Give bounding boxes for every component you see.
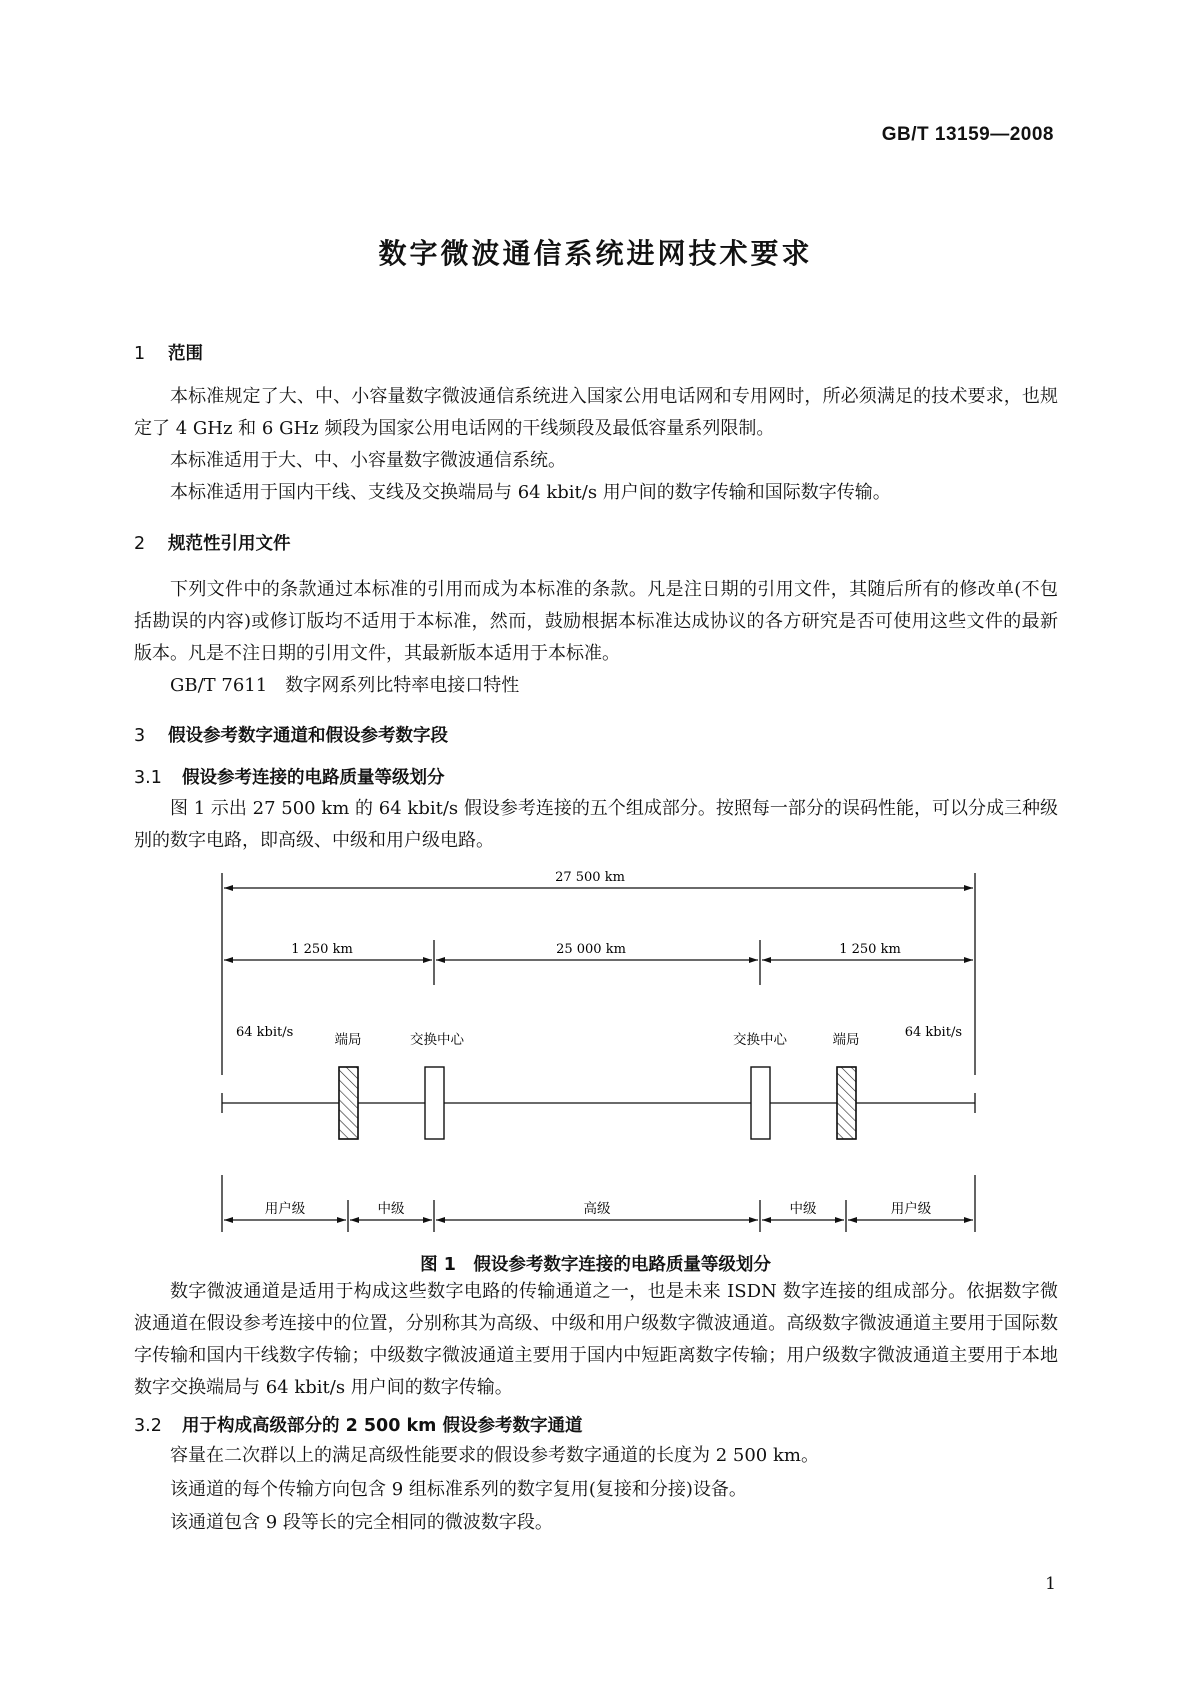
section-3-2-paragraph-3: 该通道包含 9 段等长的完全相同的微波数字段。 [170, 1512, 553, 1533]
node-label-switching-center-left: 交换中心 [410, 1032, 464, 1048]
switching-center-box-left [425, 1067, 444, 1139]
grade-label-medium-right: 中级 [789, 1201, 817, 1217]
section-3-2-paragraph-1: 容量在二次群以上的满足高级性能要求的假设参考数字通道的长度为 2 500 km。 [170, 1445, 819, 1466]
section-3-2-heading [134, 1412, 582, 1437]
section-3-1-paragraph-1: 图 1 示出 27 500 km 的 64 kbit/s 假设参考连接的五个组成部分。按照每一部分的误码性能，可以分成三种级别的数字电路，即高级、中级和用户级电路。 [134, 798, 1058, 851]
section-3-heading [134, 722, 448, 747]
section-1-paragraph-1: 本标准规定了大、中、小容量数字微波通信系统进入国家公用电话网和专用网时，所必须满足的技术要求，也规定了 4 GHz 和 6 GHz 频段为国家公用电话网的干线频段及最低容量系列限制。 [134, 386, 1058, 439]
section-number: 2 [134, 534, 146, 554]
grade-label-subscriber-right: 用户级 [890, 1201, 932, 1217]
grade-label-subscriber-left: 用户级 [264, 1201, 306, 1217]
section-number: 1 [134, 344, 146, 364]
figure-1-caption: 图 1 假设参考数字连接的电路质量等级划分 [420, 1255, 771, 1275]
section-1-paragraph-2: 本标准适用于大、中、小容量数字微波通信系统。 [170, 450, 566, 471]
total-length-label: 27 500 km [555, 870, 625, 885]
section-title: 假设参考数字通道和假设参考数字段 [168, 726, 448, 746]
switching-center-box-right [751, 1067, 770, 1139]
grade-label-high: 高级 [583, 1201, 611, 1217]
section-3-1-heading [134, 764, 445, 789]
left-rate-label: 64 kbit/s [236, 1025, 294, 1040]
section-number: 3 [134, 726, 146, 746]
section-3-2-paragraph-2: 该通道的每个传输方向包含 9 组标准系列的数字复用(复接和分接)设备。 [170, 1479, 747, 1500]
grade-label-medium-left: 中级 [377, 1201, 405, 1217]
normative-reference: GB/T 7611 数字网系列比特率电接口特性 [170, 675, 520, 696]
segment-1-length-label: 1 250 km [291, 942, 353, 957]
section-2-paragraph: 下列文件中的条款通过本标准的引用而成为本标准的条款。凡是注日期的引用文件，其随后所有的修改单(不包括勘误的内容)或修订版均不适用于本标准，然而，鼓励根据本标准达成协议的各方研究是否可使用这些文件的最新版本。凡是不注日期的引用文件，其最新版本适用于本标准。 [134, 579, 1058, 664]
section-number: 3.1 [134, 768, 162, 788]
section-number: 3.2 [134, 1416, 162, 1436]
section-title: 规范性引用文件 [168, 534, 291, 554]
end-office-box-left [339, 1067, 358, 1139]
section-1-paragraph-3: 本标准适用于国内干线、支线及交换端局与 64 kbit/s 用户间的数字传输和国际数字传输。 [170, 482, 891, 503]
section-3-1-paragraph-2: 数字微波通道是适用于构成这些数字电路的传输通道之一，也是未来 ISDN 数字连接的组成部分。依据数字微波通道在假设参考连接中的位置，分别称其为高级、中级和用户级数字微波通道。高级数字微波通道主要用于国际数字传输和国内干线数字传输；中级数字微波通道主要用于国内中短距离数字传输；用户级数字微波通道主要用于本地数字交换端局与 64 kbit/s 用户间的数字传输。 [134, 1281, 1058, 1398]
end-office-box-right [837, 1067, 856, 1139]
section-title: 范围 [168, 344, 203, 364]
section-title: 用于构成高级部分的 2 500 km 假设参考数字通道 [182, 1416, 583, 1436]
standard-number: GB/T 13159—2008 [881, 124, 1054, 145]
section-2-heading [134, 530, 291, 555]
node-label-end-office-left: 端局 [334, 1032, 362, 1048]
section-title: 假设参考连接的电路质量等级划分 [182, 768, 445, 788]
page-number: 1 [1045, 1574, 1056, 1594]
segment-2-length-label: 25 000 km [556, 942, 626, 957]
section-1-heading [134, 340, 203, 365]
segment-3-length-label: 1 250 km [839, 942, 901, 957]
node-label-end-office-right: 端局 [832, 1032, 860, 1048]
node-label-switching-center-right: 交换中心 [733, 1032, 787, 1048]
right-rate-label: 64 kbit/s [904, 1025, 962, 1040]
figure-1-diagram [0, 860, 1191, 1240]
document-title: 数字微波通信系统进网技术要求 [378, 237, 813, 270]
